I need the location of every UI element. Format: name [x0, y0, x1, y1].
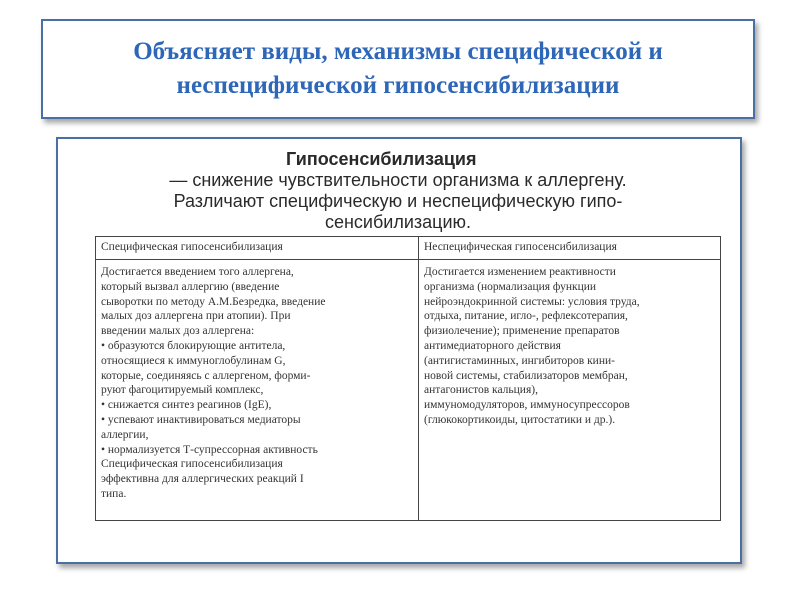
nonspecific-line: физиолечение); применение препаратов: [424, 325, 620, 338]
nonspecific-line: нейроэндокринной системы: условия труда,: [424, 295, 640, 308]
definition-term: Гипосенсибилизация: [286, 149, 477, 169]
nonspecific-line: антимедиаторного действия: [424, 339, 561, 352]
nonspecific-line: (глюкокортикоиды, цитостатики и др.).: [424, 413, 616, 426]
nonspecific-line: Достигается изменением реактивности: [424, 266, 616, 278]
nonspecific-line: организма (нормализация функции: [424, 280, 597, 293]
nonspecific-line: (антигистаминных, ингибиторов кини-: [424, 354, 615, 367]
content-box: [56, 137, 742, 564]
slide-title-box: [41, 19, 755, 119]
specific-line: сыворотки по методу А.М.Безредка, введение: [101, 295, 326, 308]
table-header-specific: Специфическая гипосенсибилизация: [96, 237, 419, 260]
specific-line: типа.: [101, 487, 127, 500]
specific-line: который вызвал аллергию (введение: [101, 280, 280, 293]
specific-line: • образуются блокирующие антитела,: [101, 339, 286, 352]
specific-line: аллергии,: [101, 428, 149, 441]
nonspecific-line: иммуномодуляторов, иммуносупрессоров: [424, 399, 630, 412]
specific-line: относящиеся к иммуноглобулинам G,: [101, 354, 286, 367]
table-header-nonspecific: Неспецифическая гипосенсибилизация: [419, 237, 720, 260]
specific-line: малых доз аллергена при атопии). При: [101, 310, 291, 323]
definition-heading: [118, 149, 678, 233]
specific-line: • снижается синтез реагинов (IgE),: [101, 399, 272, 412]
nonspecific-line: отдыха, питание, игло-, рефлексотерапия,: [424, 310, 628, 323]
specific-line: Достигается введением того аллергена,: [101, 266, 294, 278]
slide-title-line-1: Объясняет виды, механизмы специфической и: [133, 38, 663, 65]
specific-line: эффективна для аллергических реакций I: [101, 473, 304, 486]
slide-title-line-2: неспецифической гипосенсибилизации: [176, 72, 620, 99]
nonspecific-line: антагонистов кальция),: [424, 384, 538, 397]
table-cell-nonspecific: [419, 260, 720, 520]
table-cell-specific: [96, 260, 419, 520]
comparison-table: [95, 236, 721, 521]
specific-line: которые, соединяясь с аллергеном, форми-: [101, 369, 311, 382]
definition-line-2: Различают специфическую и неспецифическую гипо-: [173, 191, 623, 211]
definition-line-1: — снижение чувствительности организма к аллергену.: [169, 170, 627, 190]
specific-line: Специфическая гипосенсибилизация: [101, 458, 283, 471]
specific-line: • успевают инактивироваться медиаторы: [101, 413, 301, 426]
definition-line-3: сенсибилизацию.: [324, 212, 472, 232]
specific-line: • нормализуется Т-супрессорная активность: [101, 443, 318, 456]
nonspecific-line: новой системы, стабилизаторов мембран,: [424, 369, 628, 382]
specific-line: руют фагоцитируемый комплекс,: [101, 384, 264, 397]
specific-line: введении малых доз аллергена:: [101, 325, 255, 338]
